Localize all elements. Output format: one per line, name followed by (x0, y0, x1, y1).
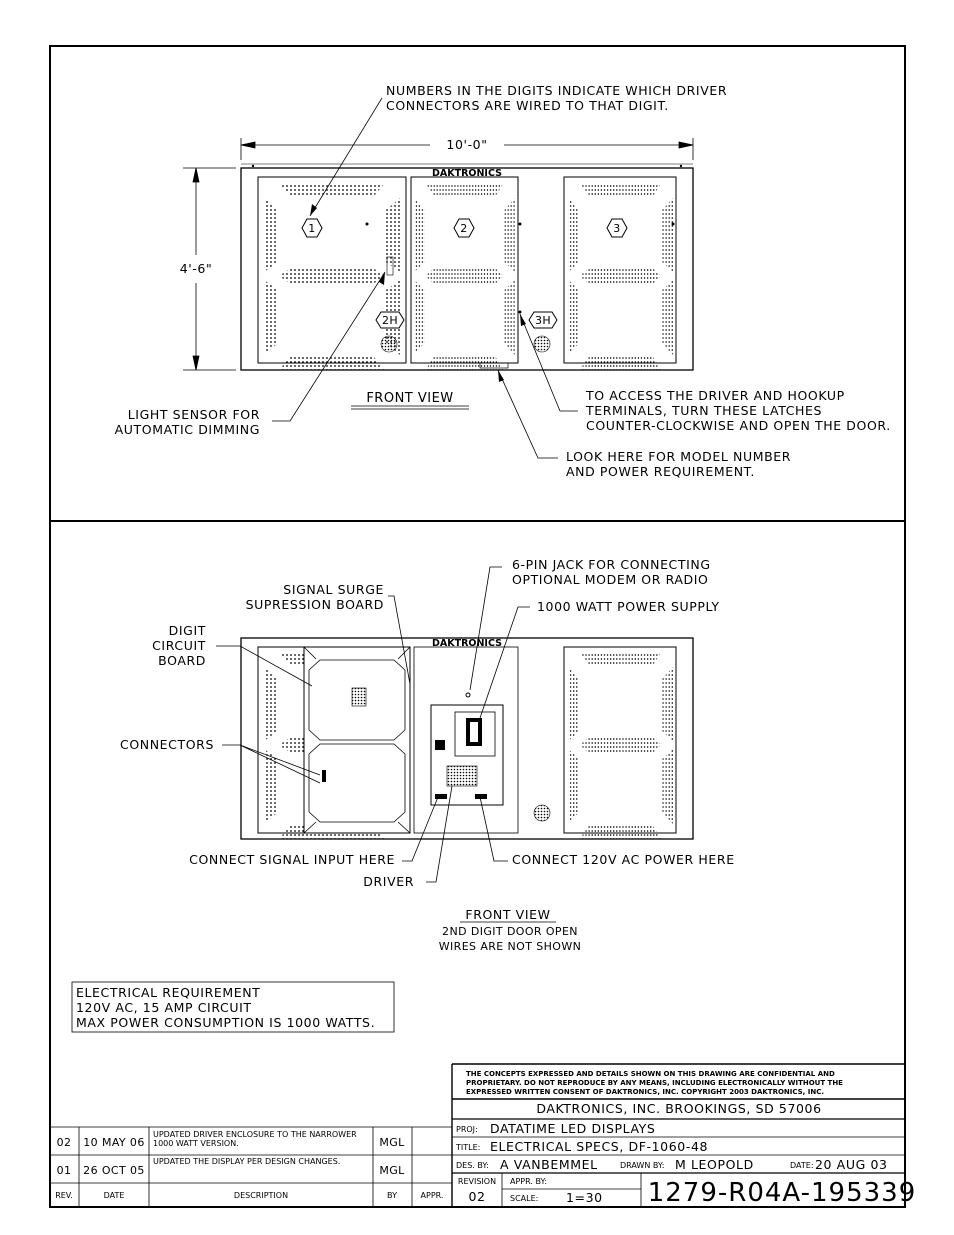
electrical-line1: ELECTRICAL REQUIREMENT (76, 985, 261, 1000)
rev-row1-desc1: UPDATED DRIVER ENCLOSURE TO THE NARROWER (153, 1130, 357, 1139)
appr-label: APPR. BY: (510, 1177, 548, 1186)
svg-text:1: 1 (308, 222, 316, 235)
rev-header-desc: DESCRIPTION (233, 1191, 289, 1200)
note-surge-line2: SUPRESSION BOARD (245, 597, 384, 612)
project-name: DATATIME LED DISPLAYS (490, 1121, 656, 1136)
des-label: DES. BY: (456, 1161, 489, 1170)
width-dimension-label: 10'-0" (446, 137, 488, 152)
drawing-date: 20 AUG 03 (815, 1157, 888, 1172)
digit-label-1 (302, 219, 322, 237)
note-jack-line1: 6-PIN JACK FOR CONNECTING (512, 557, 711, 572)
rev-header-rev: REV. (55, 1191, 73, 1200)
scale-label: SCALE: (510, 1194, 539, 1203)
note-digit-line3: BOARD (158, 653, 206, 668)
latch-icon (366, 223, 369, 226)
top-view-title: FRONT VIEW (366, 391, 454, 406)
confidential-line2: PROPRIETARY. DO NOT REPRODUCE BY ANY MEANS, INCLUDING ELECTRONICALLY WITHOUT THE (466, 1079, 843, 1087)
drawn-by: M LEOPOLD (675, 1157, 754, 1172)
speaker-grille-icon (381, 336, 397, 352)
digit-segments-2 (414, 183, 515, 370)
note-signal-input: CONNECT SIGNAL INPUT HERE (189, 852, 395, 867)
bottom-view-sub2: WIRES ARE NOT SHOWN (438, 940, 582, 953)
note-surge-line1: SIGNAL SURGE (283, 582, 384, 597)
rev-row2-date: 26 OCT 05 (83, 1164, 145, 1177)
note-model-line2: AND POWER REQUIREMENT. (566, 464, 755, 479)
jack-port-icon (466, 693, 470, 697)
svg-text:3H: 3H (534, 314, 552, 327)
brand-logo: DAKTRONICS (432, 168, 502, 179)
rev-row1-date: 10 MAY 06 (83, 1136, 145, 1149)
bottom-front-view (120, 557, 735, 953)
note-light-line1: LIGHT SENSOR FOR (127, 407, 260, 422)
scale-value: 1=30 (566, 1190, 603, 1205)
rev-row1-by: MGL (379, 1136, 405, 1149)
digit-segments-3 (568, 652, 673, 839)
note-jack-line2: OPTIONAL MODEM OR RADIO (512, 572, 709, 587)
surge-suppression-board (352, 688, 366, 706)
rev-header-appr: APPR. (420, 1191, 444, 1200)
rev-header-by: BY (387, 1191, 397, 1200)
rev-row2-desc1: UPDATED THE DISPLAY PER DESIGN CHANGES. (153, 1157, 341, 1166)
confidential-line1: THE CONCEPTS EXPRESSED AND DETAILS SHOWN ON THIS DRAWING ARE CONFIDENTIAL AND (466, 1070, 835, 1078)
rev-row1-rev: 02 (56, 1136, 72, 1149)
date-label: DATE: (790, 1161, 814, 1170)
drawing-number: 1279-R04A-195339 (647, 1178, 917, 1208)
note-light-line2: AUTOMATIC DIMMING (114, 422, 260, 437)
digit-label-3 (607, 219, 627, 237)
digit-label-2 (454, 219, 474, 237)
electrical-line3: MAX POWER CONSUMPTION IS 1000 WATTS. (76, 1015, 376, 1030)
note-access-line1: TO ACCESS THE DRIVER AND HOOKUP (586, 388, 845, 403)
note-ac-power: CONNECT 120V AC POWER HERE (512, 852, 735, 867)
title-label: TITLE: (456, 1143, 481, 1152)
modem-jack-icon (435, 740, 445, 750)
note-access-line2: TERMINALS, TURN THESE LATCHES (586, 403, 823, 418)
digit-segments-3 (568, 183, 673, 370)
note-numbers-line2: CONNECTORS ARE WIRED TO THAT DIGIT. (386, 98, 669, 113)
bottom-view-sub1: 2ND DIGIT DOOR OPEN (442, 925, 578, 938)
note-model-line1: LOOK HERE FOR MODEL NUMBER (566, 449, 792, 464)
svg-text:2: 2 (460, 222, 468, 235)
drawn-label: DRAWN BY: (620, 1161, 665, 1170)
driver-board (447, 766, 477, 786)
note-access-line3: COUNTER-CLOCKWISE AND OPEN THE DOOR. (586, 418, 891, 433)
electrical-requirement-box (72, 982, 394, 1032)
svg-text:2H: 2H (381, 314, 399, 327)
hook-label-3h (529, 312, 557, 328)
speaker-grille-icon (534, 336, 550, 352)
revision-number: 02 (468, 1189, 486, 1204)
bottom-view-title: FRONT VIEW (465, 907, 551, 922)
brand-logo: DAKTRONICS (432, 638, 502, 649)
company-name: DAKTRONICS, INC. BROOKINGS, SD 57006 (536, 1101, 822, 1116)
note-driver: DRIVER (363, 874, 414, 889)
rev-row1-desc2: 1000 WATT VERSION. (153, 1139, 239, 1148)
drawing-title: ELECTRICAL SPECS, DF-1060-48 (490, 1139, 709, 1154)
rev-header-date: DATE (103, 1191, 125, 1200)
note-numbers-line1: NUMBERS IN THE DIGITS INDICATE WHICH DRIVER (386, 83, 728, 98)
speaker-grille-icon (534, 805, 550, 821)
signal-terminal (435, 794, 447, 799)
note-digit-line1: DIGIT (168, 623, 206, 638)
note-power-supply: 1000 WATT POWER SUPPLY (537, 599, 720, 614)
digit-segments-1 (264, 183, 400, 370)
confidential-line3: EXPRESSED WRITTEN CONSENT OF DAKTRONICS, INC. COPYRIGHT 2003 DAKTRONICS, INC. (466, 1088, 825, 1096)
svg-text:3: 3 (613, 222, 621, 235)
rev-row2-rev: 01 (56, 1164, 72, 1177)
note-digit-line2: CIRCUIT (152, 638, 206, 653)
revision-label: REVISION (457, 1177, 497, 1186)
designer: A VANBEMMEL (500, 1157, 598, 1172)
rev-row2-by: MGL (379, 1164, 405, 1177)
electrical-line2: 120V AC, 15 AMP CIRCUIT (76, 1000, 252, 1015)
note-connectors: CONNECTORS (120, 737, 214, 752)
proj-label: PROJ: (456, 1125, 478, 1134)
height-dimension-label: 4'-6" (179, 261, 213, 276)
top-front-view (115, 83, 891, 479)
power-terminal (475, 794, 487, 799)
hook-label-2h (376, 312, 404, 328)
